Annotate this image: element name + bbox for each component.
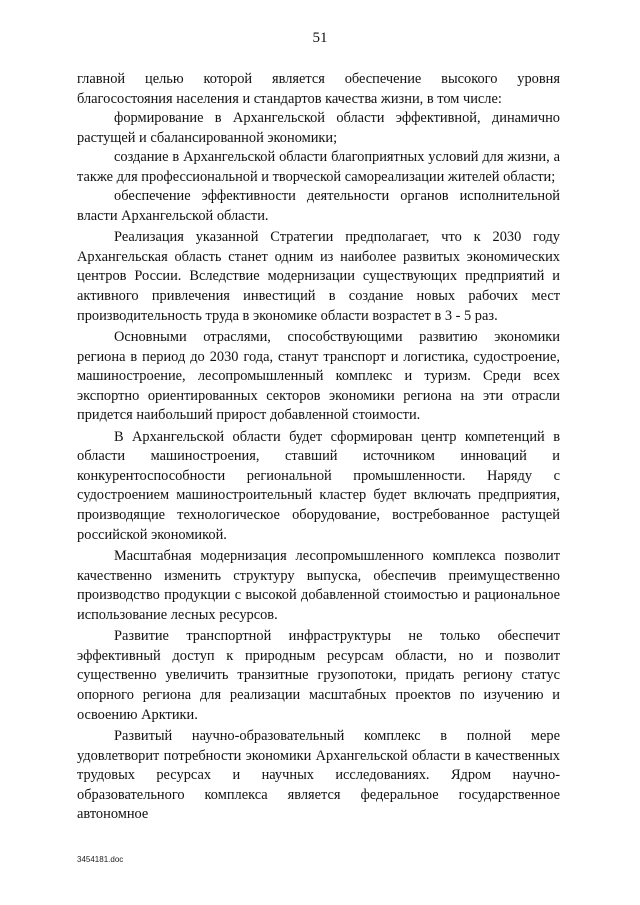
paragraph-education: Развитый научно-образовательный комплекс в полной мере удовлетворит потребности экономики Архангельской области в качественных трудовых ресурсах и научных исследованиях. Ядром научно-образовательного комплекса является федеральное государственное автономное [77,728,560,823]
paragraph-strategy: Реализация указанной Стратегии предполагает, что к 2030 году Архангельская область станет одним из наиболее развитых экономических центров России. Вследствие модернизации существующих предприятий и активного привлечения инвестиций в создание новых рабочих мест производительность труда в экономике области возрастет в 3 - 5 раз. [77,229,560,324]
paragraph-intro: главной целью которой является обеспечение высокого уровня благосостояния населения и стандартов качества жизни, в том числе: [77,71,560,107]
paragraph-machinery: В Архангельской области будет сформирован центр компетенций в области машиностроения, ставший источником инноваций и конкурентоспособности региональной промышленности. Наряду с судостроением машиностроительный кластер будет включать предприятия, производящие технологическое оборудование, востребованное растущей российской экономикой. [77,428,560,543]
paragraph-list-item-economy: формирование в Архангельской области эффективной, динамично растущей и сбалансированной экономики; [77,110,560,146]
page-number: 51 [312,30,328,46]
paragraph-forestry: Масштабная модернизация лесопромышленного комплекса позволит качественно изменить структуру выпуска, обеспечив преимущественно производство продукции с высокой добавленной стоимостью и рациональное использование лесных ресурсов. [77,548,560,623]
document-body [77,70,560,825]
paragraph-list-item-conditions: создание в Архангельской области благоприятных условий для жизни, а также для профессиональной и творческой самореализации жителей области; [77,149,560,185]
paragraph-industries: Основными отраслями, способствующими развитию экономики региона в период до 2030 года, станут транспорт и логистика, судостроение, машиностроение, лесопромышленный комплекс и туризм. Среди всех экспортно ориентированных секторов экономики региона на эти отрасли придется наибольший прирост добавленной стоимости. [77,329,560,424]
paragraph-list-item-efficiency: обеспечение эффективности деятельности органов исполнительной власти Архангельской области. [77,188,560,224]
footer-filename: 3454181.doc [77,855,124,864]
paragraph-transport: Развитие транспортной инфраструктуры не только обеспечит эффективный доступ к природным ресурсам области, но и позволит существенно увеличить транзитные грузопотоки, придать региону статус опорного региона для реализации масштабных проектов по изучению и освоению Арктики. [77,628,560,723]
